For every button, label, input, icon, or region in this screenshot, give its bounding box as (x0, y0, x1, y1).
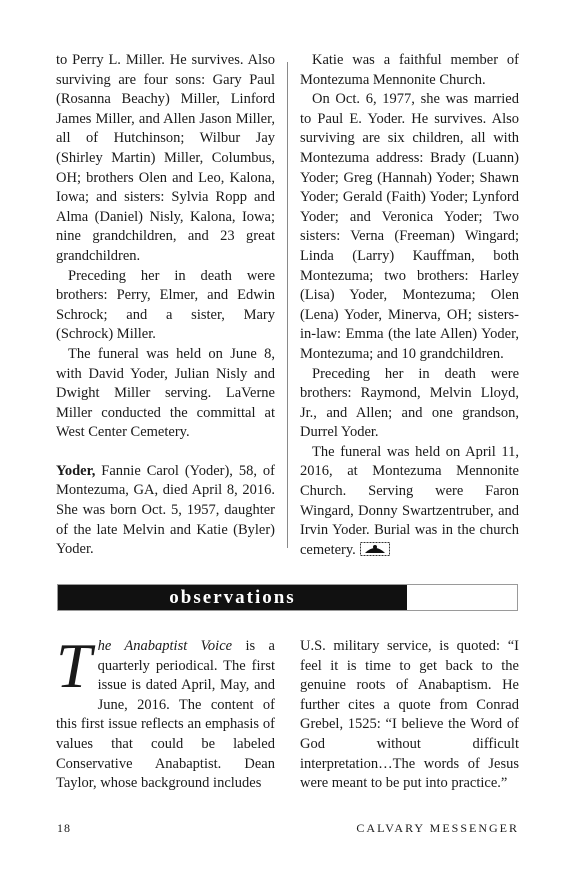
obituary-entry-yoder (56, 462, 275, 560)
section-banner (57, 584, 518, 611)
article-paragraph: U.S. military service, is quoted: “I feel it is time to get back to the genuine roots of Anabaptism. He further cites a quote from Conrad Grebel, 1525: “I believe the Word of God without difficult interpretation…The words of Jesus were meant to be put into practice.” (300, 638, 519, 792)
running-footer-title: CALVARY MESSENGER (356, 821, 519, 835)
end-ornament-icon (360, 542, 390, 556)
section-title: observations (169, 587, 296, 608)
obituary-paragraph: Katie was a faithful member of Montezuma Mennonite Church. (300, 52, 519, 88)
article-text: is a quarterly periodical. The first issue is dated April, May, and June, 2016. The content of this first issue reflects an emphasis of values that could be labeled Conservative Anabaptist. Dean Taylor, whose background includes (56, 638, 275, 792)
article-column-left (56, 630, 275, 794)
obituary-paragraph: On Oct. 6, 1977, she was married to Paul E. Yoder. He survives. Also surviving are six children, all with Montezuma address: Brady (Luann) Yoder; Greg (Hannah) Yoder; Shawn Yoder; Gerald (Faith) Yoder; Lynford Yoder; and Veronica Yoder; Two sisters: Verna (Freeman) Wingard; Linda (Larry) Kauffman, both Montezuma; two brothers: Harley (Lisa) Yoder, Montezuma; Olen (Lena) Yoder, Minerva, OH; sisters-in-law: Emma (the late Allen) Yoder, Montezuma; and 10 grandchildren. (300, 91, 519, 362)
article-column-right (300, 637, 519, 794)
obituary-paragraph: Fannie Carol (Yoder), 58, of Montezuma, GA, died April 8, 2016. She was born Oct. 5, 1957, daughter of the late Melvin and Katie (Byler) Yoder. (56, 462, 275, 558)
obituary-column-right (300, 51, 519, 560)
obituary-paragraph-last (300, 443, 519, 561)
drop-cap: T (56, 630, 92, 701)
obituary-column-left (56, 51, 275, 560)
obituary-paragraph: Preceding her in death were brothers: Raymond, Melvin Lloyd, Jr., and Allen; and one grandson, Durrel Yoder. (300, 365, 519, 441)
obituary-paragraph-text: The funeral was held on April 11, 2016, at Montezuma Mennonite Church. Serving were Faron Wingard, Donny Swartzentruber, and Irvin Yoder. Burial was in the church cemetery. (300, 443, 519, 558)
publication-title: he Anabaptist Voice (97, 638, 233, 654)
obituary-paragraph: to Perry L. Miller. He survives. Also surviving are four sons: Gary Paul (Rosanna Beachy) Miller, Linford James Miller, and Allen Jason Miller, all of Hutchinson; Wilbur Jay (Shirley Martin) Miller, Columbus, OH; brothers Olen and Leo, Kalona, Iowa; and sisters: Sylvia Ropp and Alma (Daniel) Nisly, Kalona, Iowa; nine grandchildren, and 23 great grandchildren. (56, 52, 275, 264)
column-divider (287, 62, 288, 548)
obituary-paragraph: The funeral was held on June 8, with David Yoder, Julian Nisly and Dwight Miller serving. LaVerne Miller conducted the committal at West Center Cemetery. (56, 345, 275, 441)
obituary-name: Yoder, (56, 462, 96, 479)
obituary-paragraph: Preceding her in death were brothers: Perry, Elmer, and Edwin Schrock; and a sister, Mary (Schrock) Miller. (56, 267, 275, 343)
page-number: 18 (57, 821, 71, 835)
article-paragraph (56, 630, 275, 794)
